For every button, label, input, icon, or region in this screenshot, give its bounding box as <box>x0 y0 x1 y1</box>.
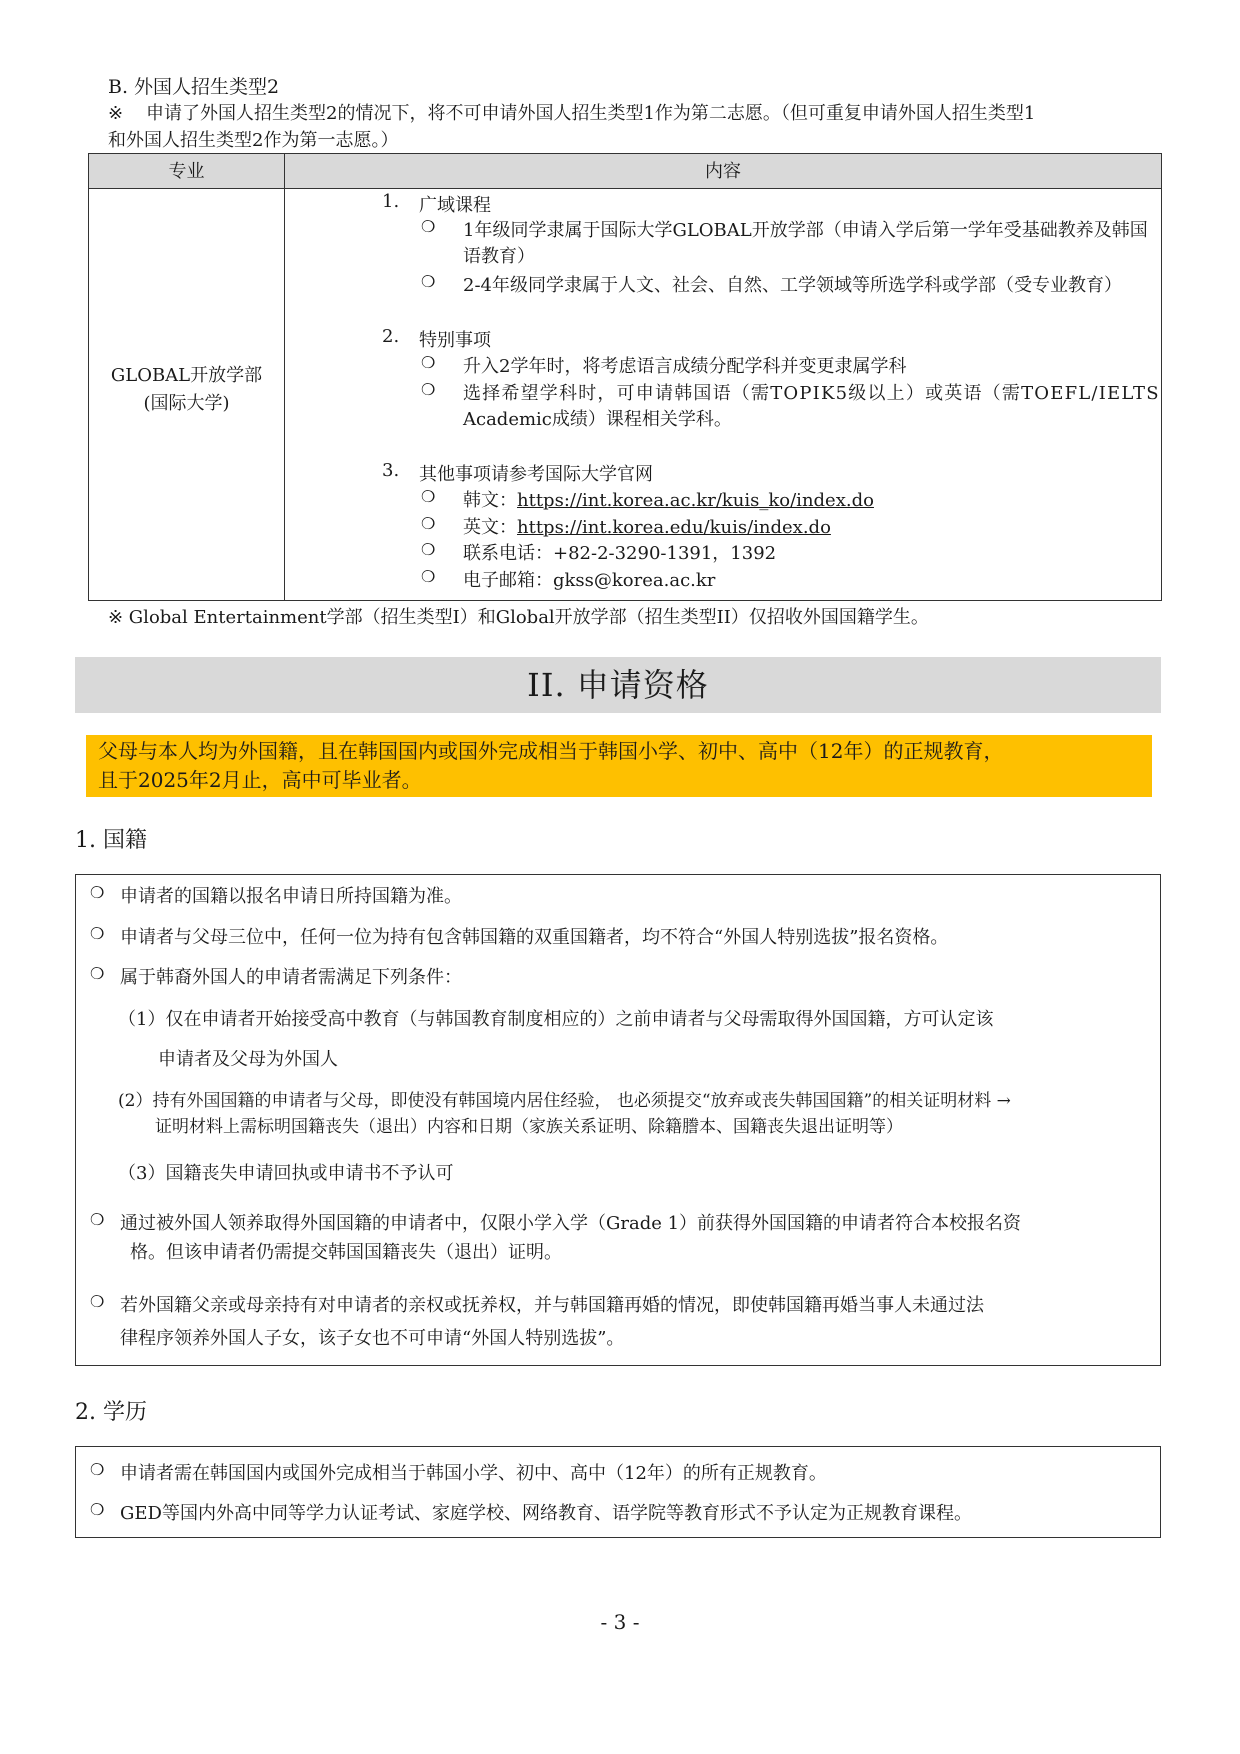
section-b-note <box>108 100 1188 154</box>
s2-title: 特别事项 <box>419 330 491 351</box>
major-name-line1: GLOBAL开放学部 <box>110 365 263 386</box>
english-site-link[interactable]: https://int.korea.edu/kuis/index.do <box>517 517 831 538</box>
major-name-line2: (国际大学) <box>143 393 230 414</box>
education-heading: 2. 学历 <box>75 1400 147 1425</box>
bullet-icon: ❍ <box>90 1500 105 1519</box>
section-2-band <box>75 657 1161 713</box>
note-mark: ※ <box>108 103 124 124</box>
nationality-box <box>75 874 1161 1366</box>
note-line-2: 和外国人招生类型2作为第一志愿。） <box>108 130 399 151</box>
bullet-icon: ❍ <box>90 924 105 943</box>
nat-item5-line1: 若外国籍父亲或母亲持有对申请者的亲权或抚养权，并与韩国籍再婚的情况，即使韩国籍再婚当事人未通过法 <box>120 1295 984 1316</box>
korean-site-link[interactable]: https://int.korea.ac.kr/kuis_ko/index.do <box>517 490 874 511</box>
s2-bullet2-line1: 选择希望学科时，可申请韩国语（需TOPIK5级以上）或英语（需TOEFL/IELTS <box>463 383 1160 404</box>
bullet-icon: ❍ <box>90 1210 105 1229</box>
highlight-line2: 且于2025年2月止，高中可毕业者。 <box>98 768 422 792</box>
education-box <box>75 1446 1161 1538</box>
section-2-title: II. 申请资格 <box>527 666 709 704</box>
bullet-icon: ❍ <box>421 272 436 291</box>
bullet-icon: ❍ <box>90 883 105 902</box>
bullet-icon: ❍ <box>90 1292 105 1311</box>
nat-cond2-line2: 证明材料上需标明国籍丧失（退出）内容和日期（家族关系证明、除籍謄本、国籍丧失退出证明等） <box>155 1117 903 1137</box>
nat-item3: 属于韩裔外国人的申请者需满足下列条件： <box>120 967 462 988</box>
edu-item1: 申请者需在韩国国内或国外完成相当于韩国小学、初中、高中（12年）的所有正规教育。 <box>120 1463 827 1484</box>
section-b-title: B. 外国人招生类型2 <box>108 76 280 98</box>
header-major: 专业 <box>168 161 205 182</box>
nat-item1: 申请者的国籍以报名申请日所持国籍为准。 <box>120 886 462 907</box>
s2-num: 2. <box>382 326 400 347</box>
nat-item4-line2: 格。但该申请者仍需提交韩国国籍丧失（退出）证明。 <box>130 1242 562 1263</box>
nat-cond2-line1: (2）持有外国国籍的申请者与父母，即使没有韩国境内居住经验， 也必须提交“放弃或丧失韩国国籍”的相关证明材料 → <box>118 1091 1011 1111</box>
s3-tel: 联系电话：+82-2-3290-1391，1392 <box>463 543 777 564</box>
nat-item5-line2: 律程序领养外国人子女，该子女也不可申请“外国人特别选拔”。 <box>120 1328 625 1349</box>
major-name <box>89 362 284 418</box>
s3-ko-label: 韩文： <box>463 490 517 511</box>
nationality-heading: 1. 国籍 <box>75 828 147 853</box>
note-line-1: 申请了外国人招生类型2的情况下，将不可申请外国人招生类型1作为第二志愿。（但可重复申请外国人招生类型1 <box>146 103 1036 124</box>
bullet-icon: ❍ <box>421 514 436 533</box>
page-number: - 3 - <box>600 1610 640 1634</box>
header-content: 内容 <box>705 161 741 182</box>
after-table-note: ※ Global Entertainment学部（招生类型I）和Global开放学部（招生类型II）仅招收外国国籍学生。 <box>108 607 929 628</box>
s1-num: 1. <box>382 191 400 212</box>
s1-bullet1-line2: 语教育） <box>463 246 535 267</box>
nat-cond1-line1: （1）仅在申请者开始接受高中教育（与韩国教育制度相应的）之前申请者与父母需取得外国国籍，方可认定该 <box>118 1009 994 1030</box>
bullet-icon: ❍ <box>421 487 436 506</box>
edu-item2: GED等国内外高中同等学力认证考试、家庭学校、网络教育、语学院等教育形式不予认定为正规教育课程。 <box>120 1503 972 1524</box>
s3-email: 电子邮箱：gkss@korea.ac.kr <box>463 570 716 591</box>
nat-cond1-line2: 申请者及父母为外国人 <box>158 1049 338 1070</box>
s1-bullet1-line1: 1年级同学隶属于国际大学GLOBAL开放学部（申请入学后第一学年受基础教养及韩国 <box>463 220 1148 241</box>
s3-en-label: 英文： <box>463 517 517 538</box>
bullet-icon: ❍ <box>421 567 436 586</box>
s3-title: 其他事项请参考国际大学官网 <box>419 464 653 485</box>
bullet-icon: ❍ <box>421 353 436 372</box>
bullet-icon: ❍ <box>90 964 105 983</box>
s1-bullet2: 2-4年级同学隶属于人文、社会、自然、工学领域等所选学科或学部（受专业教育） <box>463 275 1122 296</box>
s3-en-row <box>463 513 831 539</box>
s1-title: 广域课程 <box>419 195 491 216</box>
bullet-icon: ❍ <box>90 1460 105 1479</box>
bullet-icon: ❍ <box>421 217 436 236</box>
bullet-icon: ❍ <box>421 380 436 399</box>
table-divider <box>284 154 285 600</box>
s2-bullet1: 升入2学年时，将考虑语言成绩分配学科并变更隶属学科 <box>463 356 907 377</box>
highlight-line1: 父母与本人均为外国籍，且在韩国国内或国外完成相当于韩国小学、初中、高中（12年）的正规教育， <box>98 739 1004 763</box>
nat-item2: 申请者与父母三位中，任何一位为持有包含韩国籍的双重国籍者，均不符合“外国人特别选拔”报名资格。 <box>120 927 949 948</box>
bullet-icon: ❍ <box>421 540 436 559</box>
nat-cond3: （3）国籍丧失申请回执或申请书不予认可 <box>118 1163 454 1184</box>
s3-num: 3. <box>382 460 400 481</box>
nat-item4-line1: 通过被外国人领养取得外国国籍的申请者中，仅限小学入学（Grade 1）前获得外国国籍的申请者符合本校报名资 <box>120 1213 1022 1234</box>
eligibility-highlight <box>86 735 1152 797</box>
major-table <box>88 153 1162 601</box>
s3-ko-row <box>463 486 874 512</box>
s2-bullet2-line2: Academic成绩）课程相关学科。 <box>463 409 732 430</box>
